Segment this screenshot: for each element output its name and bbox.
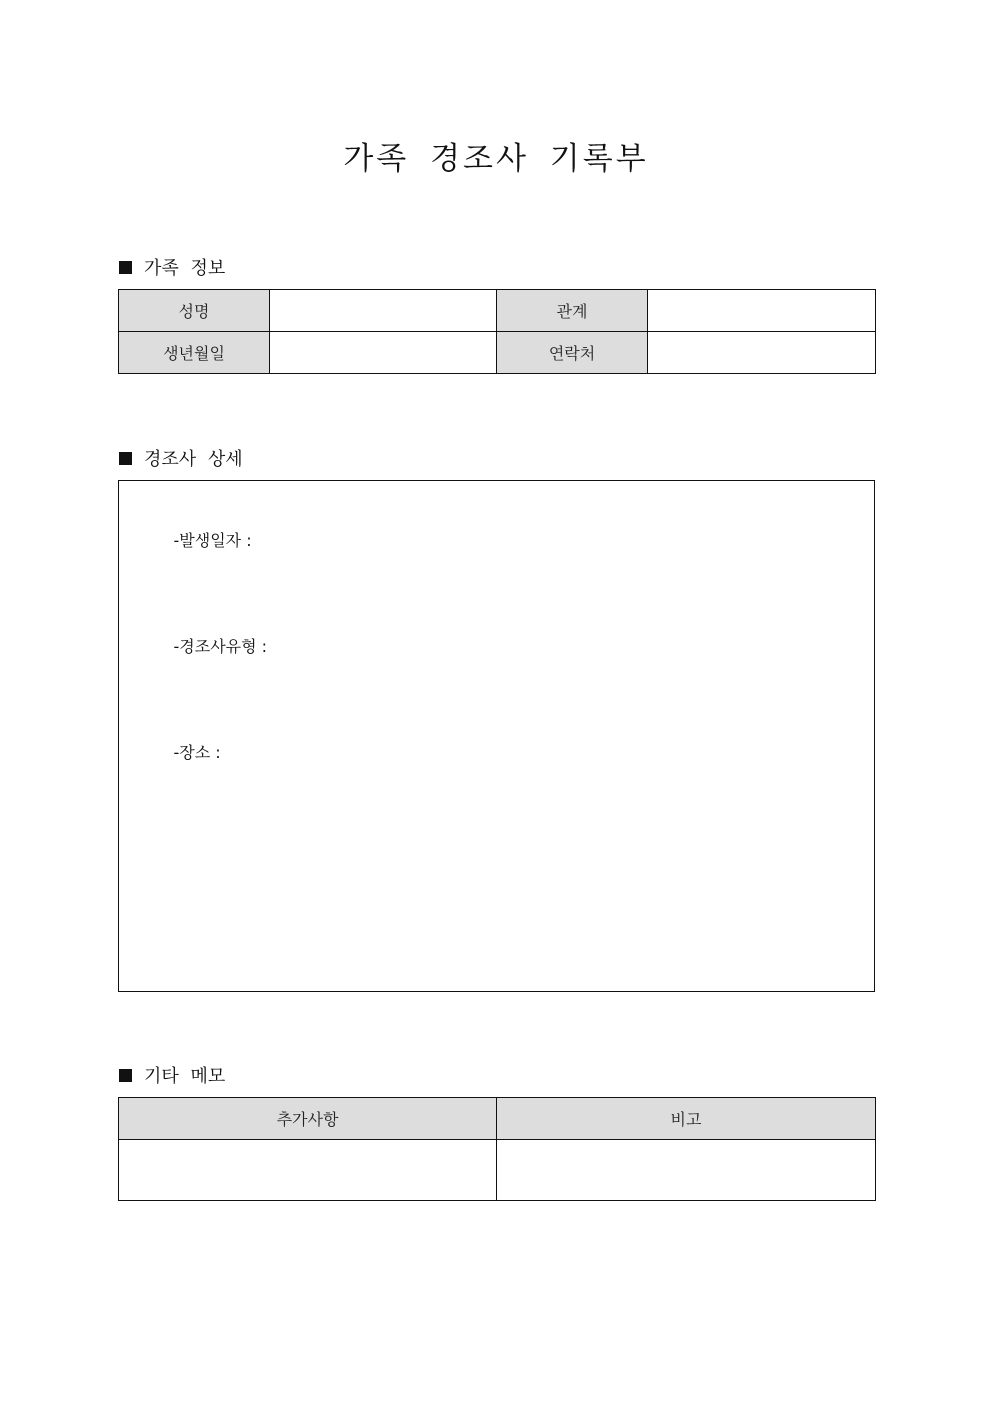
page-title: 가족 경조사 기록부 [343,141,649,177]
event-date-label: -발생일자 : [173,530,252,550]
name-label: 성명 [119,290,270,332]
name-field[interactable] [270,290,497,332]
contact-field[interactable] [648,332,876,374]
event-type-line[interactable] [143,607,267,713]
other-memo-table [118,1097,876,1201]
table-row [119,1140,876,1201]
section-heading-family-info [119,254,225,280]
square-bullet-icon [119,1069,132,1082]
event-details-lines [143,501,267,819]
square-bullet-icon [119,261,132,274]
additional-notes-field[interactable] [119,1140,497,1201]
remarks-field[interactable] [497,1140,876,1201]
section-heading-label: 경조사 상세 [144,449,243,470]
event-type-label: -경조사유형 : [173,636,268,656]
event-date-line[interactable] [143,501,267,607]
family-info-table [118,289,876,374]
section-heading-label: 기타 메모 [144,1066,226,1087]
birthdate-label: 생년월일 [119,332,270,374]
table-row [119,332,876,374]
table-header-row [119,1098,876,1140]
event-place-label: -장소 : [173,742,221,762]
square-bullet-icon [119,452,132,465]
relation-label: 관계 [497,290,648,332]
remarks-header: 비고 [497,1098,876,1140]
additional-notes-header: 추가사항 [119,1098,497,1140]
contact-label: 연락처 [497,332,648,374]
table-row [119,290,876,332]
section-heading-label: 가족 정보 [144,258,226,279]
birthdate-field[interactable] [270,332,497,374]
event-place-line[interactable] [143,713,267,819]
section-heading-other-memo [119,1062,225,1088]
relation-field[interactable] [648,290,876,332]
section-heading-event-details [119,445,243,471]
event-details-box[interactable] [118,480,875,992]
